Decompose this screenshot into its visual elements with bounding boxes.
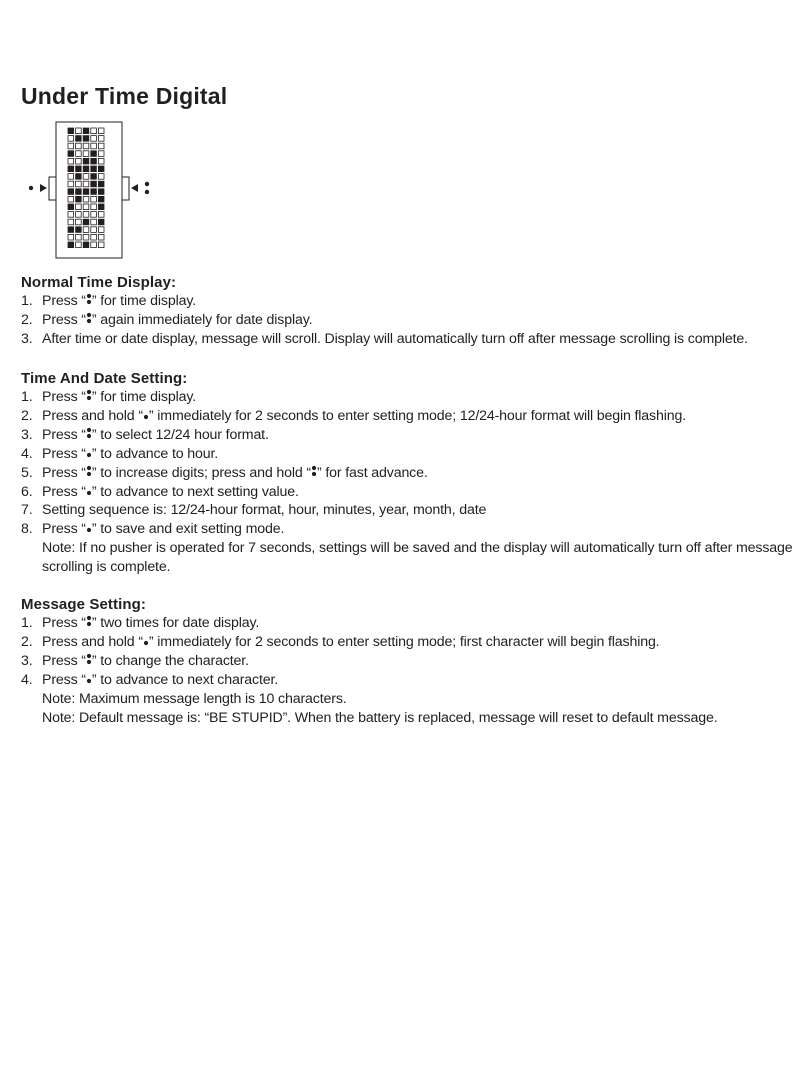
led-pixel xyxy=(83,204,89,210)
led-pixel xyxy=(76,174,82,180)
led-pixel xyxy=(76,204,82,210)
led-pixel xyxy=(98,189,104,195)
list-item xyxy=(21,652,801,671)
item-text: ” to advance to next character. xyxy=(91,671,279,688)
item-text: ” two times for date display. xyxy=(91,615,260,631)
item-text: Press “ xyxy=(42,445,86,462)
normal-time-display-section xyxy=(21,273,801,349)
led-pixel xyxy=(83,189,89,195)
arrow-right-icon xyxy=(40,184,47,192)
led-pixel xyxy=(91,136,97,142)
led-pixel xyxy=(98,158,104,164)
led-pixel xyxy=(91,196,97,202)
led-pixel xyxy=(98,212,104,218)
time-date-setting-section xyxy=(21,369,801,577)
list-item xyxy=(21,501,801,520)
instruction-list xyxy=(21,292,801,349)
item-number: 6. xyxy=(21,483,33,500)
list-item xyxy=(21,633,801,652)
led-pixel xyxy=(91,128,97,134)
led-pixel xyxy=(98,143,104,149)
led-pixel xyxy=(83,181,89,187)
led-pixel xyxy=(83,242,89,248)
led-pixel xyxy=(91,189,97,195)
list-item xyxy=(21,483,801,502)
list-item xyxy=(21,426,801,445)
led-pixel xyxy=(98,128,104,134)
led-pixel xyxy=(83,143,89,149)
led-pixel xyxy=(68,174,74,180)
led-pixel xyxy=(68,181,74,187)
led-pixel xyxy=(68,158,74,164)
led-pixel xyxy=(91,227,97,233)
led-pixel xyxy=(76,242,82,248)
list-item xyxy=(21,311,801,330)
led-pixel xyxy=(68,151,74,157)
section-heading: Normal Time Display: xyxy=(21,274,177,291)
item-text: Press “ xyxy=(42,389,86,405)
item-number: 3. xyxy=(21,426,33,443)
led-pixel xyxy=(76,166,82,172)
led-pixel xyxy=(68,136,74,142)
led-pixel xyxy=(76,212,82,218)
led-pixel xyxy=(76,196,82,202)
led-pixel xyxy=(98,234,104,240)
led-pixel xyxy=(98,151,104,157)
led-pixel xyxy=(91,219,97,225)
led-pixel xyxy=(91,166,97,172)
left-pusher xyxy=(49,177,56,200)
item-number: 5. xyxy=(21,464,33,481)
two-dot-symbol-bottom xyxy=(145,190,149,194)
led-pixel xyxy=(83,196,89,202)
watch-diagram xyxy=(26,118,166,260)
led-pixel xyxy=(83,128,89,134)
section-heading: Time And Date Setting: xyxy=(21,370,188,387)
led-pixel xyxy=(98,136,104,142)
item-text: ” again immediately for date display. xyxy=(91,311,313,328)
item-text: Press “ xyxy=(42,652,86,669)
led-pixel xyxy=(98,196,104,202)
led-pixel xyxy=(91,212,97,218)
led-pixel xyxy=(98,181,104,187)
list-item xyxy=(21,445,801,464)
led-pixel xyxy=(83,136,89,142)
item-number: 1. xyxy=(21,293,33,309)
led-pixel xyxy=(68,212,74,218)
two-dot-symbol-top xyxy=(145,182,149,186)
list-item xyxy=(21,520,801,539)
led-pixel xyxy=(83,234,89,240)
item-text: Press and hold “ xyxy=(42,407,143,424)
item-text: ” to change the character. xyxy=(91,652,249,669)
item-text: ” to save and exit setting mode. xyxy=(91,521,285,538)
item-number: 3. xyxy=(21,330,33,347)
led-pixel xyxy=(68,227,74,233)
item-text: Press “ xyxy=(42,483,86,500)
led-pixel xyxy=(91,151,97,157)
item-text: ” to increase digits; press and hold “ xyxy=(91,464,311,481)
led-pixel xyxy=(91,158,97,164)
led-pixel xyxy=(68,189,74,195)
right-pusher xyxy=(122,177,129,200)
led-pixel xyxy=(68,196,74,202)
led-pixel xyxy=(83,219,89,225)
led-pixel xyxy=(91,234,97,240)
item-text: ” to advance to hour. xyxy=(91,445,219,462)
item-text: ” immediately for 2 seconds to enter setting mode; 12/24-hour format will begin flashing. xyxy=(148,407,687,424)
item-text: Press “ xyxy=(42,426,86,443)
item-number: 4. xyxy=(21,671,33,688)
note-text: Note: Maximum message length is 10 characters. xyxy=(42,690,347,707)
item-text: ” to advance to next setting value. xyxy=(91,483,299,500)
item-text: ” for fast advance. xyxy=(316,464,428,481)
led-pixel xyxy=(68,128,74,134)
item-number: 2. xyxy=(21,311,33,328)
list-item xyxy=(21,292,801,311)
led-pixel xyxy=(83,151,89,157)
item-number: 3. xyxy=(21,652,33,669)
led-pixel xyxy=(83,227,89,233)
message-setting-section xyxy=(21,595,801,727)
item-number: 1. xyxy=(21,615,33,631)
item-text: Press “ xyxy=(42,293,86,309)
led-pixel xyxy=(76,151,82,157)
led-pixel xyxy=(76,181,82,187)
item-number: 4. xyxy=(21,445,33,462)
section-heading: Message Setting: xyxy=(21,596,146,613)
led-pixel xyxy=(76,158,82,164)
led-pixel xyxy=(98,174,104,180)
list-item xyxy=(21,464,801,483)
item-text: Press “ xyxy=(42,464,86,481)
note-text: Note: Default message is: “BE STUPID”. When the battery is replaced, message will reset to default message. xyxy=(42,709,718,726)
list-item xyxy=(21,330,801,349)
led-pixel xyxy=(98,242,104,248)
led-pixel xyxy=(68,234,74,240)
list-item xyxy=(21,388,801,407)
note-text: Note: If no pusher is operated for 7 seconds, settings will be saved and the display will automatically turn off after message scrolling is complete. xyxy=(42,540,793,576)
item-text: Press “ xyxy=(42,615,86,631)
list-item xyxy=(21,407,801,426)
led-pixel xyxy=(91,174,97,180)
item-number: 7. xyxy=(21,502,33,519)
instruction-list xyxy=(21,614,801,690)
led-pixel xyxy=(83,158,89,164)
led-pixel xyxy=(76,227,82,233)
page-title: Under Time Digital xyxy=(21,83,228,109)
led-pixel xyxy=(68,143,74,149)
notes xyxy=(21,539,801,577)
item-text: Press “ xyxy=(42,671,86,688)
item-text: Press “ xyxy=(42,311,86,328)
led-pixel xyxy=(76,234,82,240)
item-number: 2. xyxy=(21,407,33,424)
led-pixel xyxy=(83,212,89,218)
led-pixel xyxy=(98,227,104,233)
arrow-left-icon xyxy=(131,184,138,192)
item-text: ” for time display. xyxy=(91,389,197,405)
item-number: 2. xyxy=(21,633,33,650)
led-pixel xyxy=(76,136,82,142)
led-pixel xyxy=(98,204,104,210)
led-pixel xyxy=(68,219,74,225)
notes xyxy=(21,690,801,728)
item-text: Press and hold “ xyxy=(42,633,143,650)
led-pixel xyxy=(76,189,82,195)
led-pixel xyxy=(68,242,74,248)
led-pixel xyxy=(83,166,89,172)
led-pixel xyxy=(91,204,97,210)
led-pixel xyxy=(76,143,82,149)
instruction-list xyxy=(21,388,801,539)
led-pixel xyxy=(83,174,89,180)
item-text: After time or date display, message will scroll. Display will automatically turn off after message scrolling is complete. xyxy=(42,330,748,347)
led-pixel xyxy=(68,204,74,210)
led-pixel xyxy=(91,181,97,187)
list-item xyxy=(21,671,801,690)
list-item xyxy=(21,614,801,633)
item-text: Press “ xyxy=(42,521,86,538)
item-text: ” immediately for 2 seconds to enter setting mode; first character will begin flashing. xyxy=(148,633,660,650)
item-text: ” to select 12/24 hour format. xyxy=(91,426,269,443)
led-pixel xyxy=(91,143,97,149)
item-text: ” for time display. xyxy=(91,293,197,309)
led-pixel xyxy=(91,242,97,248)
led-pixel xyxy=(98,219,104,225)
one-dot-symbol xyxy=(29,186,33,190)
led-pixel xyxy=(76,219,82,225)
item-number: 1. xyxy=(21,389,33,405)
led-pixel xyxy=(76,128,82,134)
item-text: Setting sequence is: 12/24-hour format, hour, minutes, year, month, date xyxy=(42,502,487,519)
led-pixel xyxy=(68,166,74,172)
led-pixel xyxy=(98,166,104,172)
item-number: 8. xyxy=(21,521,33,538)
